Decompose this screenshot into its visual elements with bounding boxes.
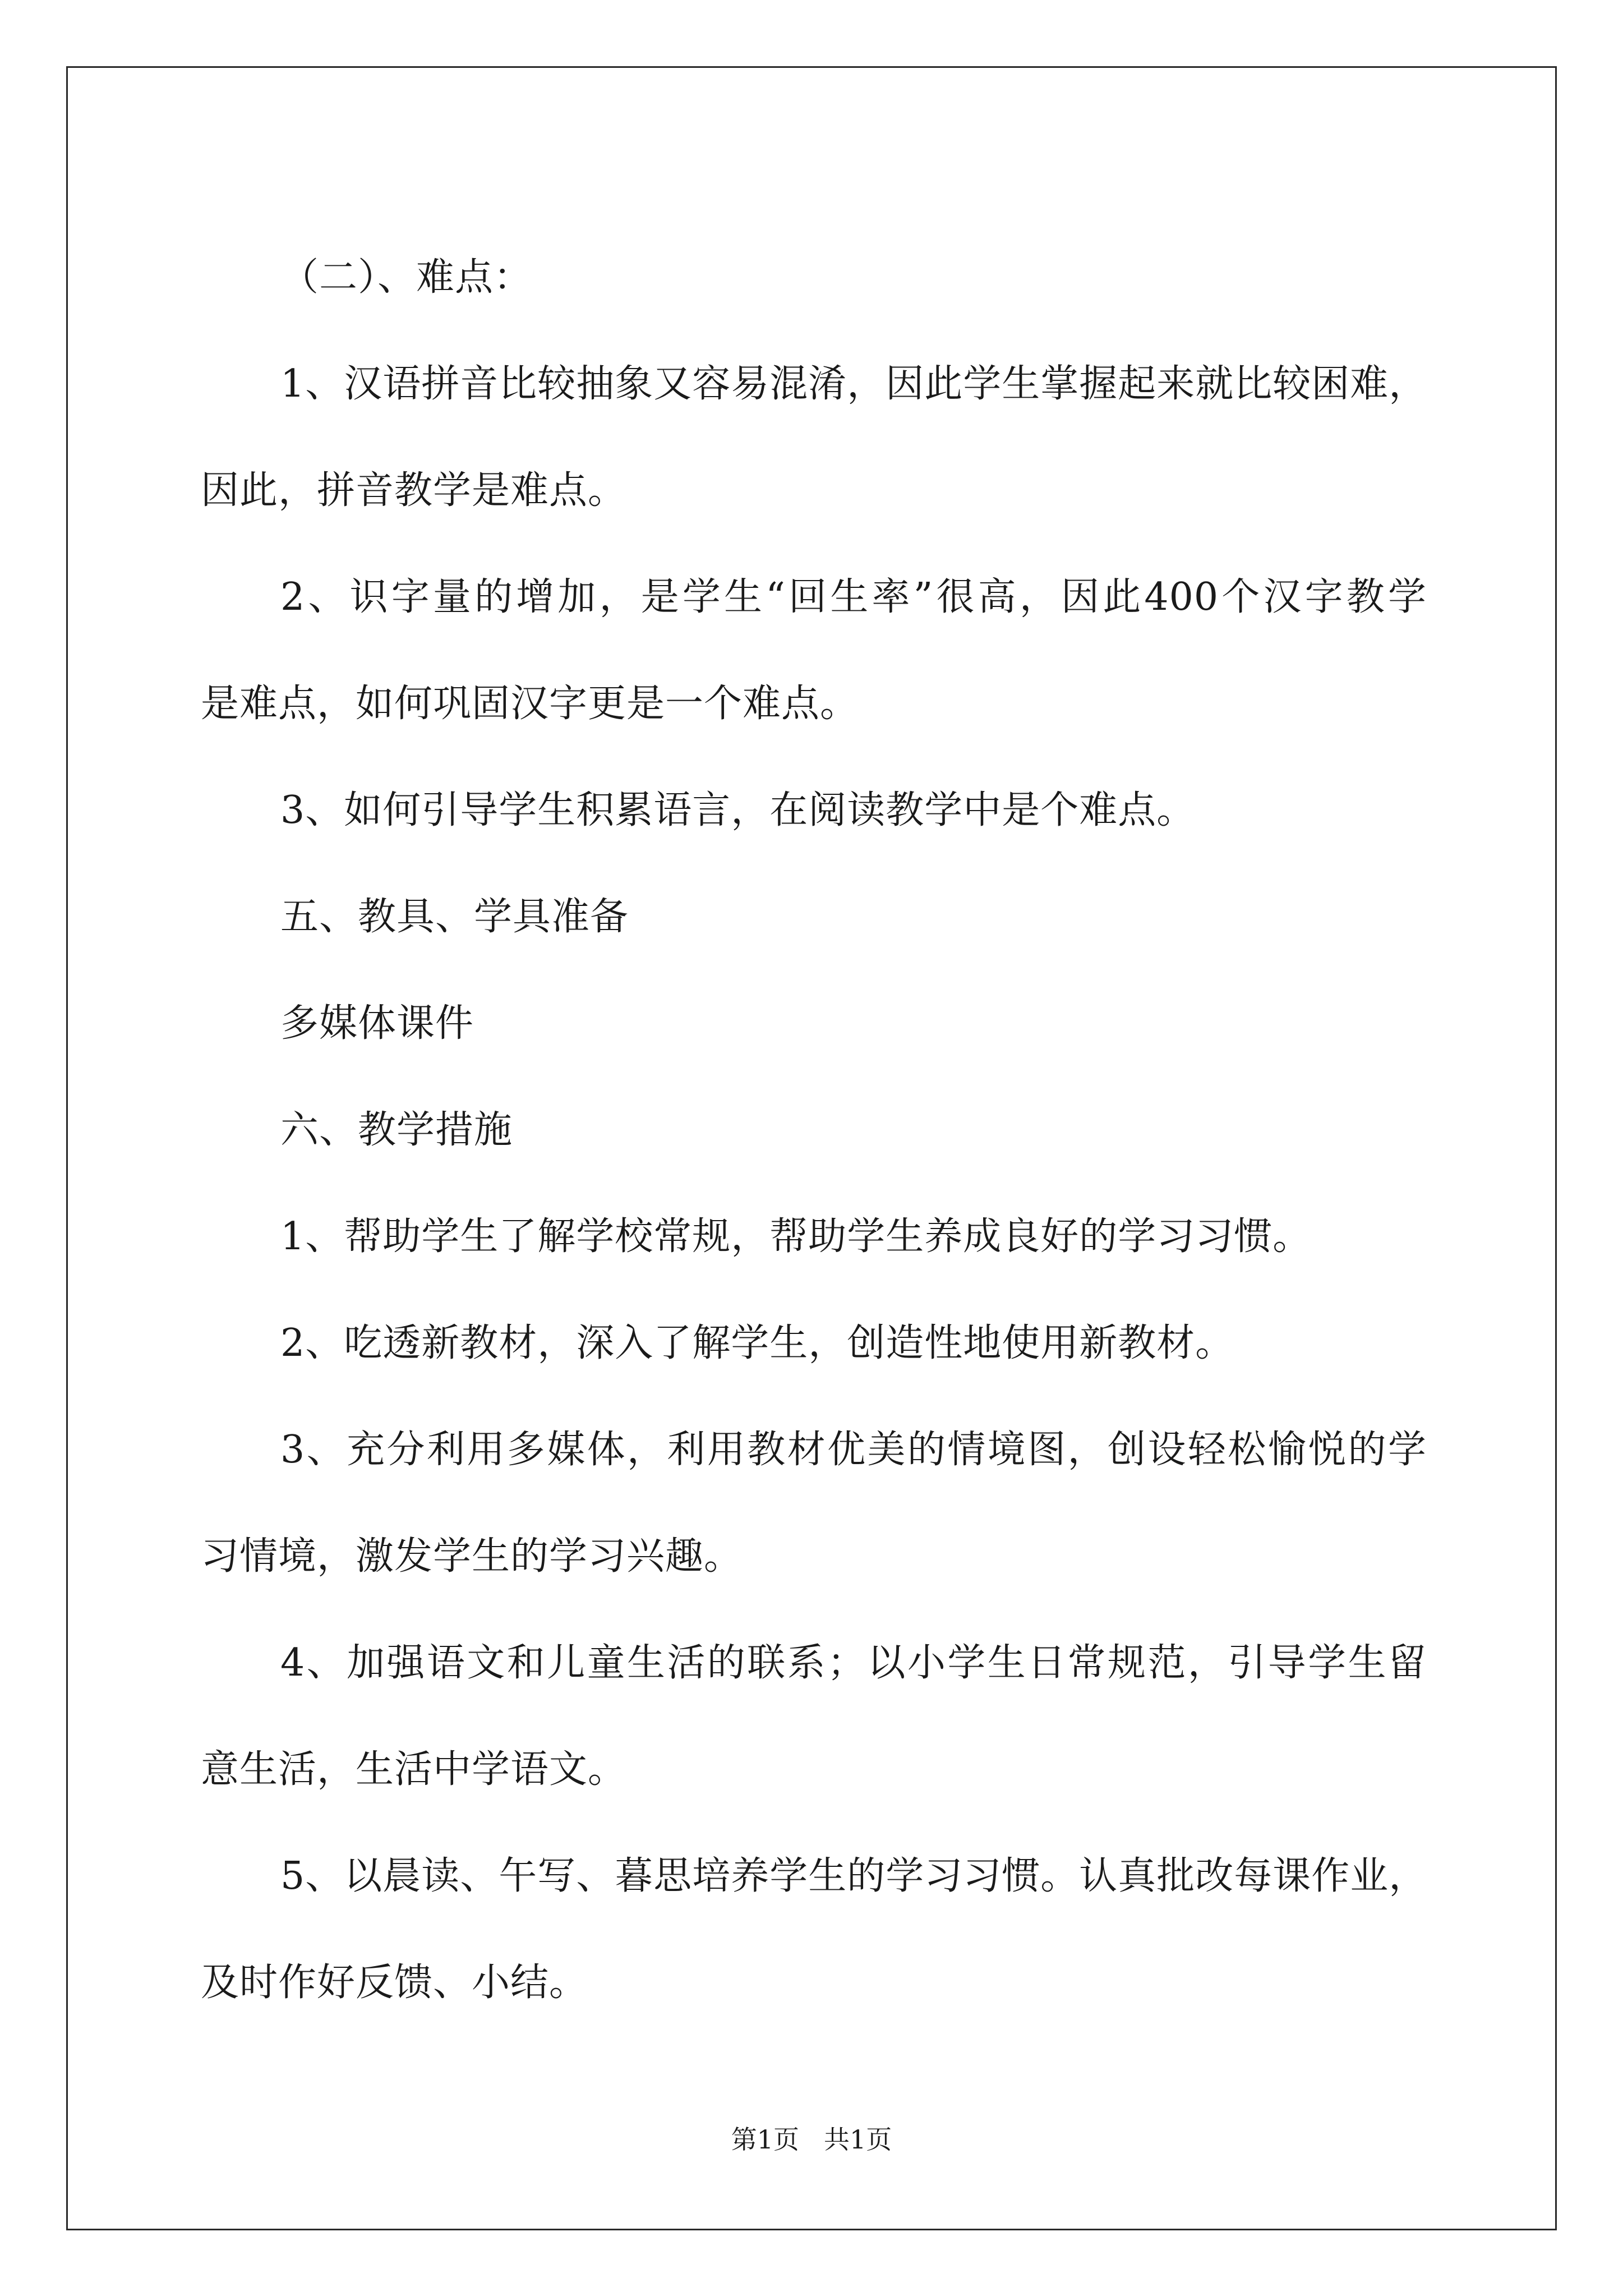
- heading-teaching-measures: [201, 1077, 1427, 1184]
- heading-teaching-tools: [201, 864, 1427, 970]
- paragraph-line: 五、教具、学具准备: [280, 895, 629, 939]
- paragraph-pinyin-difficulty: [201, 331, 1427, 544]
- paragraph-line: 习情境，激发学生的学习兴趣。: [201, 1534, 743, 1579]
- paragraph-line: 2、识字量的增加，是学生“回生率”很高，因此400个汉字教学: [280, 575, 1427, 619]
- paragraph-multimedia: [201, 970, 1427, 1077]
- paragraph-line: 2、吃透新教材，深入了解学生，创造性地使用新教材。: [280, 1321, 1234, 1365]
- paragraph-line: 及时作好反馈、小结。: [201, 1961, 588, 2005]
- heading-difficulties: [201, 224, 1427, 331]
- paragraph-line: 3、如何引导学生积累语言，在阅读教学中是个难点。: [280, 788, 1196, 832]
- paragraph-line: 因此，拼音教学是难点。: [201, 468, 627, 513]
- paragraph-line: 3、充分利用多媒体，利用教材优美的情境图，创设轻松愉悦的学: [280, 1428, 1427, 1472]
- paragraph-measure-2: [201, 1290, 1427, 1397]
- paragraph-line: 是难点，如何巩固汉字更是一个难点。: [201, 682, 859, 726]
- paragraph-measure-4: [201, 1610, 1427, 1823]
- paragraph-measure-3: [201, 1397, 1427, 1610]
- paragraph-line: 4、加强语文和儿童生活的联系；以小学生日常规范，引导学生留: [280, 1641, 1427, 1685]
- paragraph-line: 1、帮助学生了解学校常规，帮助学生养成良好的学习习惯。: [280, 1214, 1312, 1259]
- paragraph-measure-5: [201, 1823, 1427, 2036]
- paragraph-line: 意生活，生活中学语文。: [201, 1747, 627, 1792]
- paragraph-line: 六、教学措施: [280, 1108, 513, 1152]
- paragraph-language-difficulty: [201, 757, 1427, 864]
- paragraph-line: 1、汉语拼音比较抽象又容易混淆，因此学生掌握起来就比较困难，: [280, 362, 1428, 406]
- page-number: 第1页: [731, 2124, 800, 2155]
- paragraph-measure-1: [201, 1184, 1427, 1290]
- page-total: 共1页: [823, 2124, 892, 2155]
- page-footer: [0, 2119, 1623, 2156]
- paragraph-line: （二）、难点：: [280, 255, 533, 300]
- paragraph-line: 多媒体课件: [280, 1001, 474, 1046]
- paragraph-literacy-difficulty: [201, 544, 1427, 757]
- paragraph-line: 5、以晨读、午写、暮思培养学生的学习习惯。认真批改每课作业，: [280, 1854, 1428, 1898]
